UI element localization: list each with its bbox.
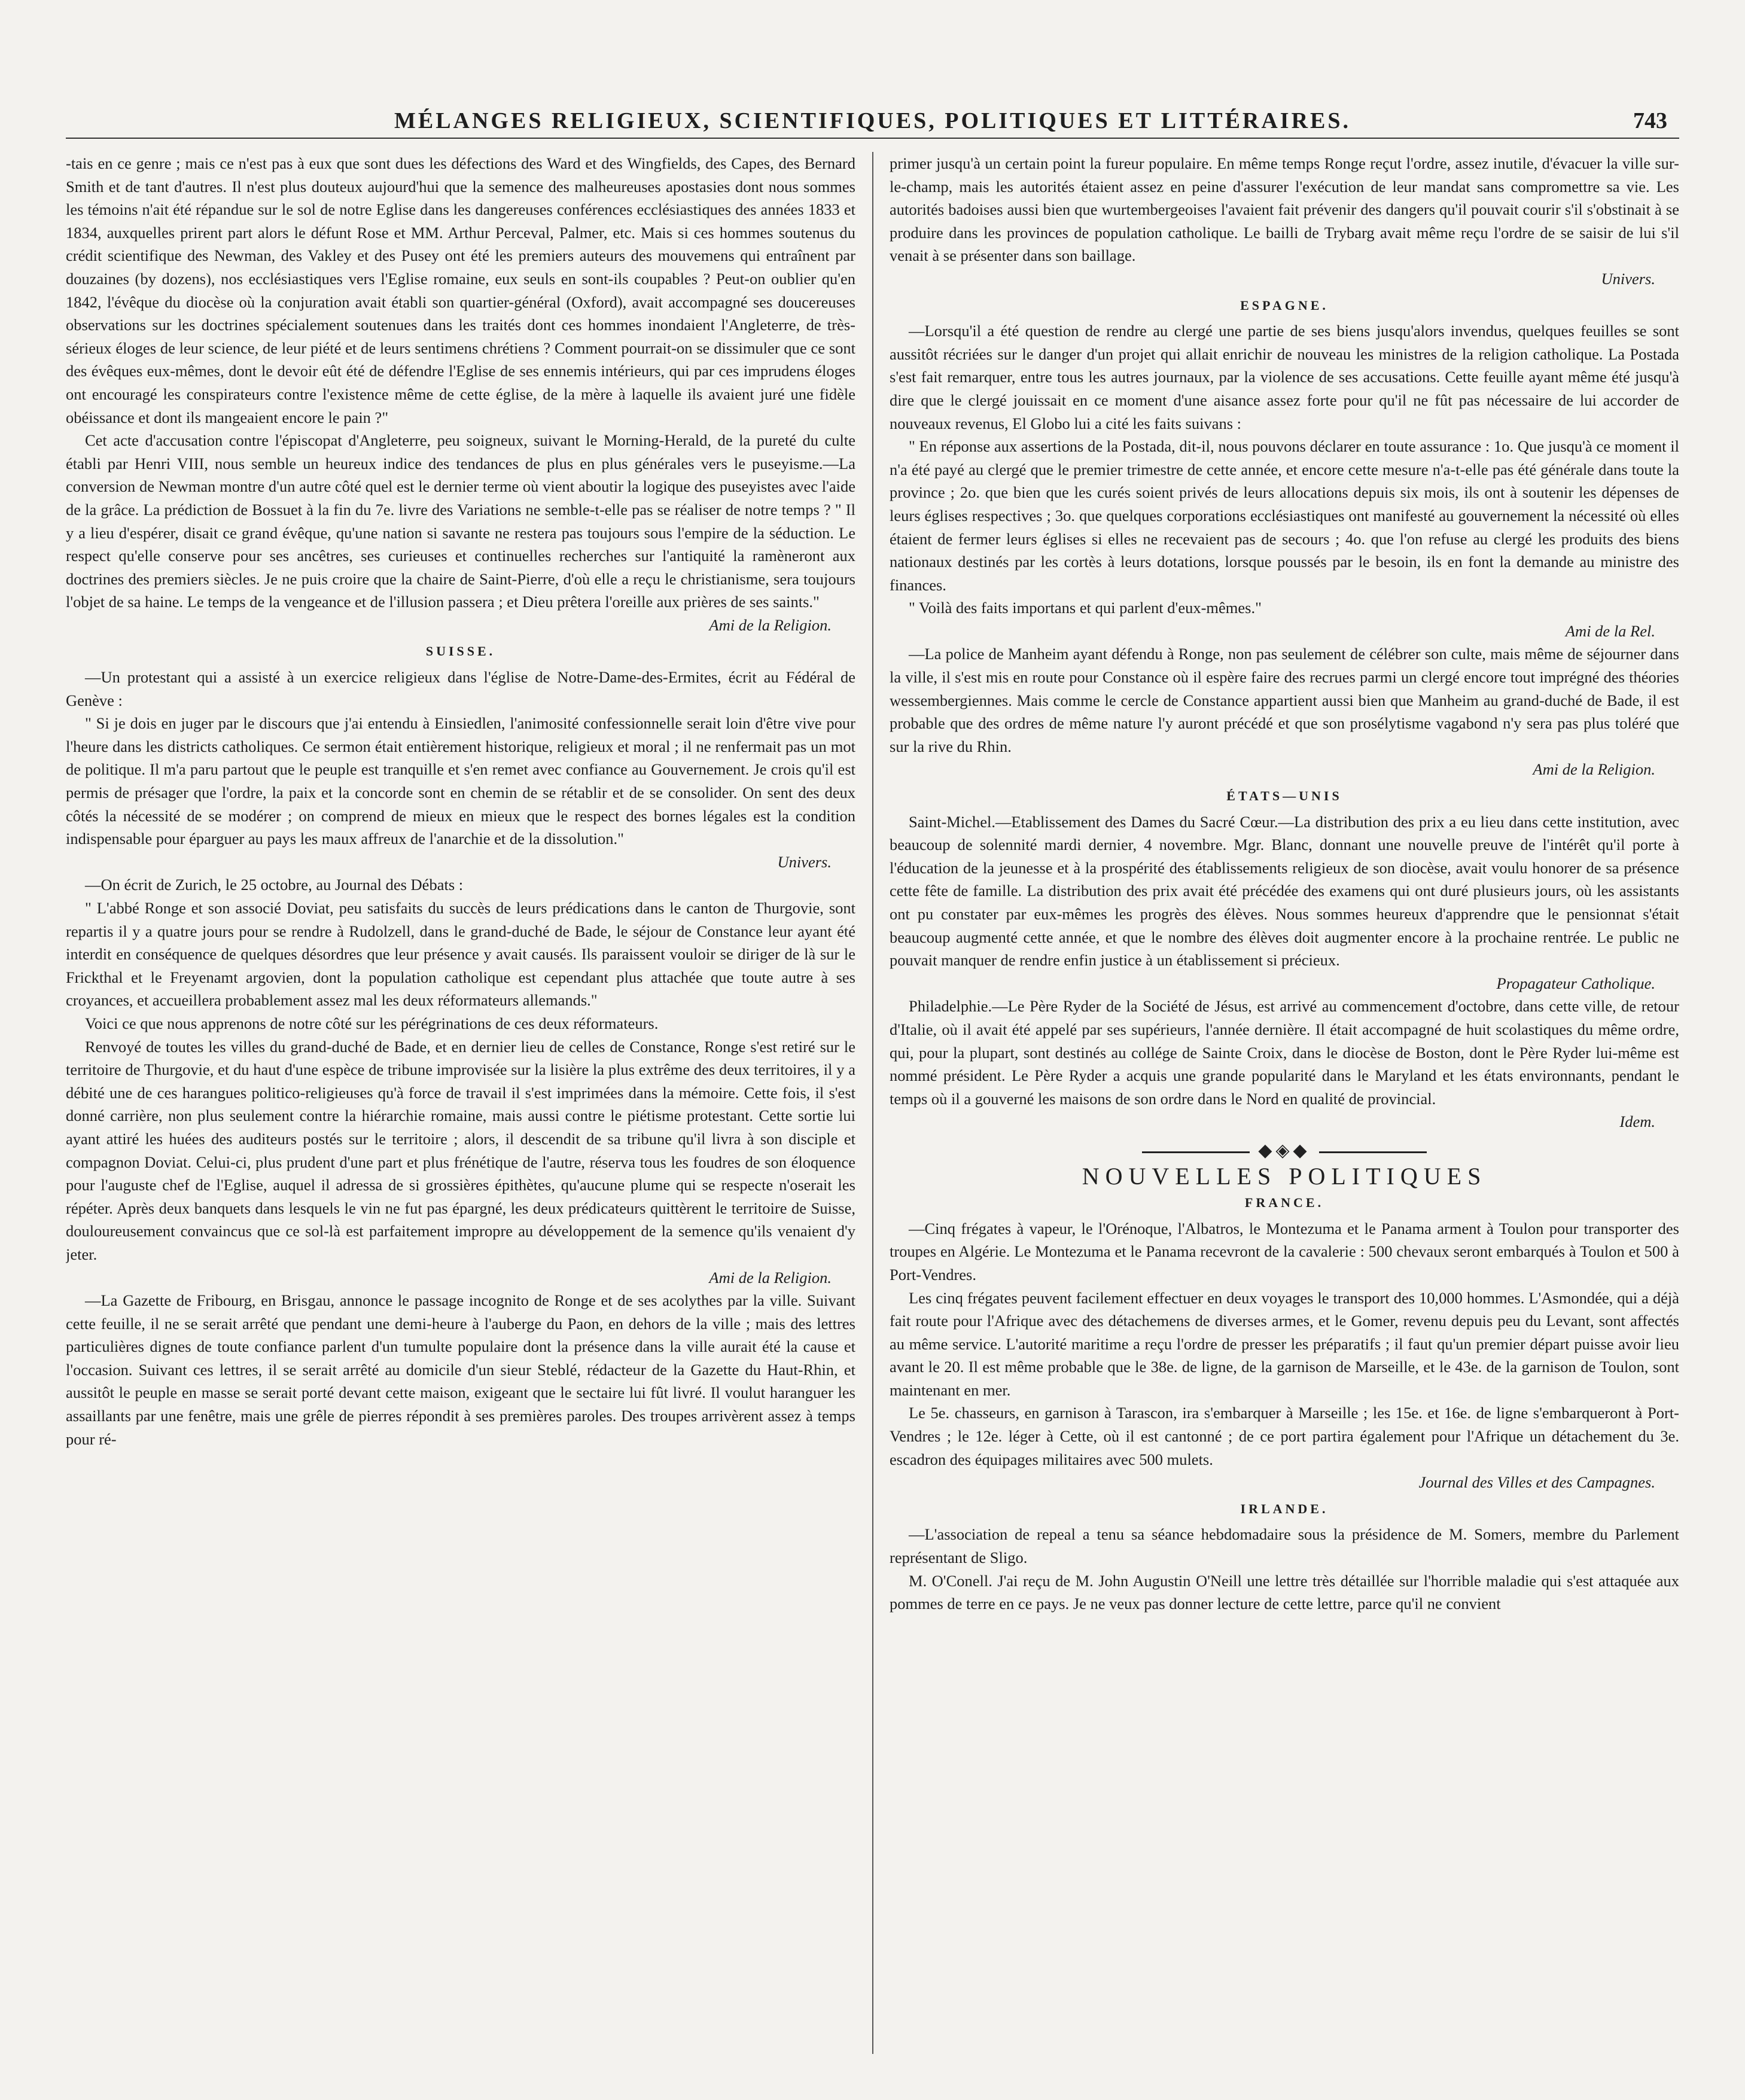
section-heading-irlande: IRLANDE. — [1240, 1501, 1329, 1516]
section-heading-etats-unis: ÉTATS—UNIS — [1226, 788, 1342, 804]
paragraph: Saint-Michel.—Etablissement des Dames du Sacré Cœur.—La distribution des prix a eu lieu dans cette institution, avec beaucoup de solennité mardi dernier, 4 novembre. Mgr. Blanc, donnant une nouvelle preuve de l'intérêt qu'il porte à l'éducation de la jeunesse et à la prospérité des établissements religieux de son diocèse, avait voulu honorer de sa présence cette fête de famille. La distribution des prix avait été précédée des examens qui ont duré plusieurs jours, où les assistants ont pu constater par eux-mêmes les progrès des élèves. Nous sommes heureux d'apprendre que le pensionnat s'était beaucoup augmenté cette année, et que le nombre des élèves doit augmenter encore à la prochaine rentrée. Le public ne pouvait manquer de rendre enfin justice à un établissement si précieux. — [890, 812, 1679, 970]
source-attribution: Ami de la Religion. — [1533, 760, 1655, 779]
source-attribution: Idem. — [1619, 1113, 1655, 1131]
source-attribution: Ami de la Religion. — [709, 1268, 832, 1287]
paragraph: " Si je dois en juger par le discours que j'ai entendu à Einsiedlen, l'animosité confessionnelle serait loin d'être vive pour l'heure dans les districts catholiques. Ce sermon était entièrement historique, religieux et moral ; il ne renfermait pas un mot de politique. Il m'a paru partout que le peuple est tranquille et s'en remet avec confiance au Gouvernement. Je crois qu'il est permis de présager que l'ordre, la paix et la concorde sont en chemin de se rétablir et de se consolider. On sent des deux côtés la nécessité de se modérer ; on comprend de mieux en mieux que le respect des bornes légales est la condition indispensable pour éparguer au pays les maux affreux de l'anarchie et de la dissolution." — [66, 714, 855, 848]
paragraph: Les cinq frégates peuvent facilement effectuer en deux voyages le transport des 10,000 hommes. L'Asmondée, qui a déjà fait route pour l'Afrique avec des détachemens de diverses armes, et le Gomer, revenu depuis peu du Levant, sont affectés au même service. L'autorité maritime a reçu l'ordre de presser les préparatifs ; il faut qu'un premier départ puisse avoir lieu avant le 20. Il est même probable que le 38e. de ligne, de la garnison de Marseille, et le 43e. de la garnison de Toulon, sont maintenant en mer. — [890, 1288, 1679, 1399]
text-columns — [66, 152, 1679, 2054]
paragraph: Cet acte d'accusation contre l'épiscopat d'Angleterre, peu soigneux, suivant le Morning-Herald, de la pureté du culte établi par Henri VIII, nous semble un heureux indice des tendances de plus en plus générales vers le puseyisme.—La conversion de Newman montre d'un autre côté quel est le dernier terme où vient aboutir la logique des puseyistes avec l'aide de la grâce. La prédiction de Bossuet à la fin du 7e. livre des Variations ne semble-t-elle pas se réaliser de notre temps ? " Il y a lieu d'espérer, disait ce grand évêque, qu'une nation si savante ne restera pas toujours sous l'empire de la séduction. Le respect qu'elle conserve pour ses ancêtres, ses curieuses et continuelles recherches sur l'antiquité la ramèneront aux doctrines des premiers siècles. Je ne puis croire que la chaire de Saint-Pierre, d'où elle a reçu le christianisme, sera toujours l'objet de sa haine. Le temps de la vengeance et de l'illusion passera ; et Dieu prêtera l'oreille aux prières de ses saints." — [66, 431, 855, 611]
paragraph: —Un protestant qui a assisté à un exercice religieux dans l'église de Notre-Dame-des-Ermites, écrit au Fédéral de Genève : — [66, 668, 855, 709]
source-attribution: Journal des Villes et des Campagnes. — [1418, 1473, 1655, 1492]
section-heading-france: FRANCE. — [1244, 1195, 1324, 1211]
paragraph: Le 5e. chasseurs, en garnison à Tarascon, ira s'embarquer à Marseille ; les 15e. et 16e. de ligne s'embarqueront à Port-Vendres ; le 12e. léger à Cette, où il est cantonné ; de ce port partira également pour l'Afrique un détachement du 3e. escadron des équipages militaires avec 500 mulets. — [890, 1404, 1679, 1468]
source-attribution: Univers. — [777, 852, 832, 871]
paragraph: -tais en ce genre ; mais ce n'est pas à eux que sont dues les défections des Ward et des Wingfields, des Capes, des Bernard Smith et de tant d'autres. Il n'est plus douteux aujourd'hui que la semence des malheureuses apostasies dont nous sommes les témoins n'ait été répandue sur le sol de notre Eglise dans les dangereuses conférences ecclésiastiques des années 1833 et 1834, auxquelles prirent part alors le défunt Rose et MM. Arthur Perceval, Palmer, etc. Mais si ces hommes soutenus du crédit scientifique des Newman, des Vakley et des Pusey ont été les premiers auteurs des mouvemens qui entraînent par douzaines (by dozens), nos ecclésiastiques vers l'Eglise romaine, eux seuls en sont-ils coupables ? Peut-on oublier qu'en 1842, l'évêque du diocèse où la conjuration avait établi son quartier-général (Oxford), avait accompagné ses doucereuses observations sur les doctrines spécialement soutenues dans les traités dont ces hommes inondaient l'Angleterre, de très-sérieux éloges de leur science, de leur piété et de leurs sentimens chrétiens ? Comment pourrait-on se dissimuler que ce sont des évêques eux-mêmes, dont le devoir eût été de défendre l'Eglise de ses ennemis intérieurs, qui par ces imprudens éloges ont encouragé les conspirateurs contre l'existence même de cette église, de la mère à laquelle ils avaient juré une fidèle obéissance et dont ils mangeaient encore le pain ?" — [66, 154, 855, 426]
paragraph: " Voilà des faits importans et qui parlent d'eux-mêmes." — [909, 599, 1262, 617]
column-divider — [872, 152, 873, 2054]
paragraph: primer jusqu'à un certain point la fureur populaire. En même temps Ronge reçut l'ordre, assez inutile, d'évacuer la ville sur-le-champ, mais les autorités étaient assez en peine d'assurer l'exécution de leur mandat sans compromettre sa vie. Les autorités badoises aussi bien que wurtembergeoises l'avaient fait prévenir des dangers qu'il pouvait courir s'il s'obstinait à se produire dans les provinces de population catholique. Le bailli de Trybarg avait même reçu l'ordre de se saisir de lui s'il venait à se présenter dans son baillage. — [890, 154, 1679, 265]
ornamental-divider-icon: ◆◈◆ — [890, 1139, 1679, 1163]
paragraph: " En réponse aux assertions de la Postada, dit-il, nous pouvons déclarer en toute assurance : 1o. Que jusqu'à ce moment il n'a été payé au clergé que le premier trimestre de cette année, et encore cette mesure n'a-t-elle pas été générale dans toute la province ; 2o. que bien que les curés soient privés de leurs allocations depuis six mois, ils ont à soutenir les dépenses de leurs églises respectives ; 3o. que quelques corporations ecclésiastiques ont manifesté au gouvernement la nécessité où elles étaient de fermer leurs églises si elles ne recevaient pas de secours ; 4o. que l'on refuse au clergé les produits des biens nationaux destinés par les cortès à leurs dotations, lorsque poussés par le besoin, ils en font la demande au ministre des finances. — [890, 437, 1679, 594]
section-heading-nouvelles-politiques: NOUVELLES POLITIQUES — [1082, 1162, 1487, 1190]
paragraph: Philadelphie.—Le Père Ryder de la Société de Jésus, est arrivé au commencement d'octobre, dans cette ville, de retour d'Italie, où il avait été appelé par ses supérieurs, l'année dernière. Il était accompagné de huit scolastiques du même ordre, qui, pour la plupart, sont destinés au collége de Sainte Croix, dans le diocèse de Boston, dont le Père Ryder lui-même est nommé président. Le Père Ryder a acquis une grande popularité dans le Maryland et les états environnants, pendant le temps où il a gouverné les maisons de son ordre dans le Nord en qualité de provincial. — [890, 997, 1679, 1108]
paragraph: Renvoyé de toutes les villes du grand-duché de Bade, et en dernier lieu de celles de Constance, Ronge s'est retiré sur le territoire de Thurgovie, et du haut d'une espèce de tribune improvisée sur la lisière la plus extrême des deux territoires, il y a débité une de ces harangues politico-religieuses qu'à force de travail il s'est imprimées dans la mémoire. Cette fois, il s'est donné carrière, non plus seulement contre la hiérarchie romaine, mais aussi contre le piétisme protestant. Cette sortie lui ayant attiré les huées des auditeurs postés sur le territoire ; alors, il descendit de sa tribune qu'il livra à son disciple et compagnon Doviat. Celui-ci, plus prudent d'une part et plus frénétique de l'autre, réserva tous les foudres de son éloquence pour l'auguste chef de l'Eglise, auquel il adressa de si grossières épithètes, qu'aucune plume qui se respecte n'oserait les répéter. Après deux banquets dans lesquels le vin ne fut pas épargné, les deux prédicateurs quittèrent le territoire de Suisse, douloureusement convaincus que ce sol-là est parfaitement impropre au développement de la semence qu'ils venaient d'y jeter. — [66, 1037, 855, 1263]
section-heading-espagne: ESPAGNE. — [1240, 297, 1329, 313]
paragraph: " L'abbé Ronge et son associé Doviat, peu satisfaits du succès de leurs prédications dans le canton de Thurgovie, sont repartis il y a quatre jours pour se rendre à Rudolzell, dans le grand-duché de Bade, le séjour de Constance leur ayant été interdit en conséquence de quelques désordres que leur présence y avait causés. Ils paraissent vouloir se diriger de là sur le Frickthal et le Freyenamt argovien, dont la population catholique est cependant plus attachée que toute autre à ses croyances, et accueillera probablement assez mal les deux réformateurs allemands." — [66, 899, 855, 1010]
running-title: MÉLANGES RELIGIEUX, SCIENTIFIQUES, POLITIQUES ET LITTÉRAIRES. — [394, 108, 1351, 133]
paragraph: —L'association de repeal a tenu sa séance hebdomadaire sous la présidence de M. Somers, membre du Parlement représentant de Sligo. — [890, 1525, 1679, 1567]
source-attribution: Univers. — [1601, 269, 1655, 288]
left-column — [66, 152, 855, 2054]
page-number: 743 — [1633, 108, 1667, 133]
paragraph: —La Gazette de Fribourg, en Brisgau, annonce le passage incognito de Ronge et de ses acolythes par la ville. Suivant cette feuille, il ne se serait arrêté que pendant une demi-heure à l'auberge du Paon, en dehors de la ville ; mais des lettres particulières dignes de toute confiance parlent d'un tumulte populaire dont la présence dans la ville aurait été la cause et l'occasion. Suivant ces lettres, il se serait arrêté au domicile d'un sieur Steblé, rédacteur de la Gazette du Haut-Rhin, et aussitôt le peuple en masse se serait porté devant cette maison, exigeant que le sectaire lui fût livré. Il voulut haranguer les assaillants par une fenêtre, mais une grêle de pierres répondit à ses premières paroles. Des troupes arrivèrent assez à temps pour ré- — [66, 1291, 855, 1448]
paragraph: —La police de Manheim ayant défendu à Ronge, non pas seulement de célébrer son culte, mais même de séjourner dans la ville, il s'est mis en route pour Constance où il espère faire des recrues parmi un clergé encore tout imprégné des théories wessembergiennes. Mais comme le cercle de Constance appartient aussi bien que Manheim au grand-duché de Bade, il est probable que des ordres de même nature l'y auront précédé et que son prosélytisme vagabond n'y sera pas plus toléré que sur la rive du Rhin. — [890, 645, 1679, 755]
paragraph: M. O'Conell. J'ai reçu de M. John Augustin O'Neill une lettre très détaillée sur l'horrible maladie qui s'est attaquée aux pommes de terre en ce pays. Je ne veux pas donner lecture de cette lettre, parce qu'il ne convient — [890, 1571, 1679, 1613]
paragraph: —Cinq frégates à vapeur, le l'Orénoque, l'Albatros, le Montezuma et le Panama arment à Toulon pour transporter des troupes en Algérie. Le Montezuma et le Panama recevront de la cavalerie : 500 chevaux seront embarqués à Toulon et 500 à Port-Vendres. — [890, 1219, 1679, 1284]
source-attribution: Ami de la Rel. — [1565, 621, 1655, 640]
right-column — [890, 152, 1679, 2054]
running-header — [66, 90, 1679, 139]
paragraph: —On écrit de Zurich, le 25 octobre, au Journal des Débats : — [85, 876, 464, 894]
section-heading-suisse: SUISSE. — [425, 644, 496, 659]
source-attribution: Propagateur Catholique. — [1496, 974, 1655, 992]
paragraph: Voici ce que nous apprenons de notre côté sur les pérégrinations de ces deux réformateurs. — [85, 1014, 659, 1032]
paragraph: —Lorsqu'il a été question de rendre au clergé une partie de ses biens jusqu'alors invendus, quelques feuilles se sont aussitôt récriées sur le danger d'un projet qui allait enrichir de nouveau les ministres de la religion catholique. La Postada s'est fait remarquer, entre tous les autres journaux, par la violence de ses accusations. Cette feuille ayant même été jusqu'à dire que le clergé jouissait en ce moment d'une aisance assez forte pour qu'il ne fût pas nécessaire de lui accorder de nouveaux revenus, El Globo lui a cité les faits suivans : — [890, 322, 1679, 432]
source-attribution: Ami de la Religion. — [709, 615, 832, 634]
